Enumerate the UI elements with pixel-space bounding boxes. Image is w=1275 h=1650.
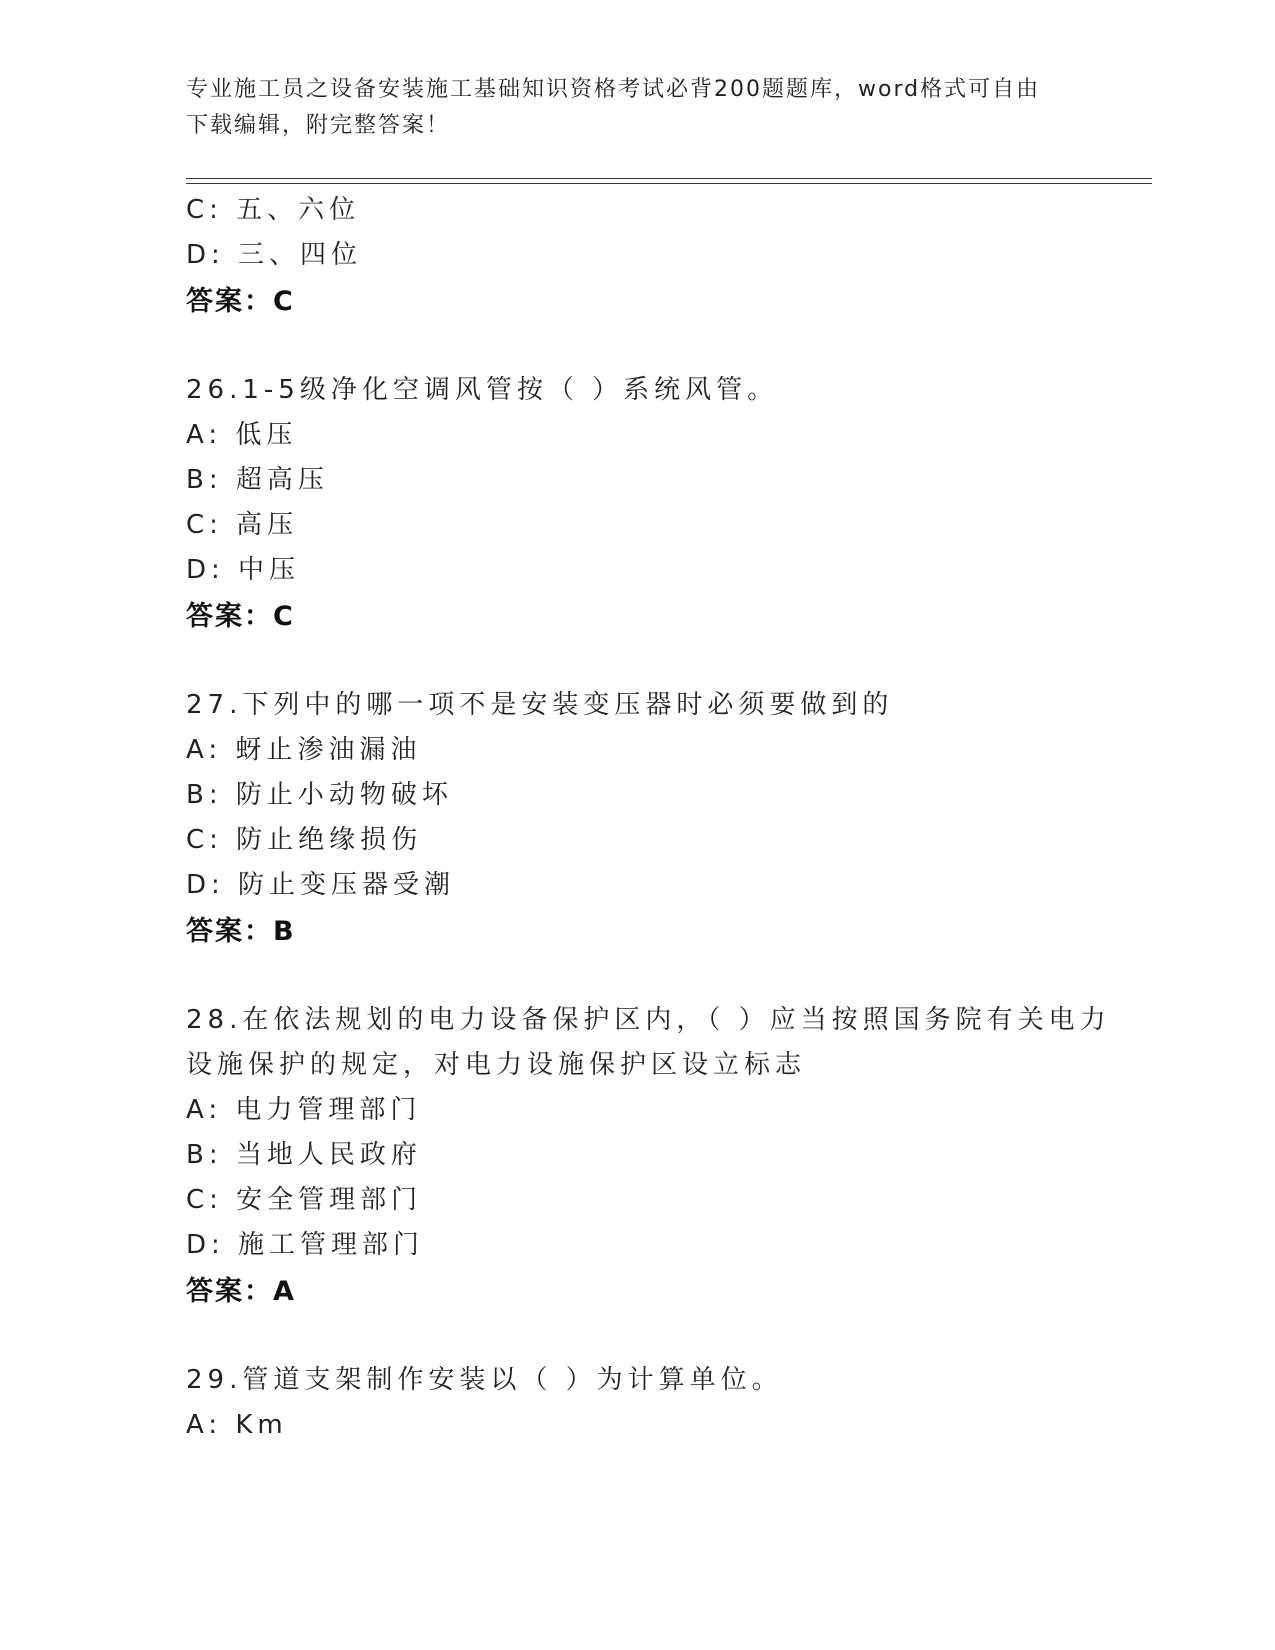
header-divider-top [186,178,1152,179]
header-divider-bottom [186,183,1152,184]
option-b: B: 防止小动物破坏 [186,780,453,810]
document-header [186,72,1086,144]
option-a: A: Km [186,1410,288,1440]
question-list [186,188,1111,1448]
option-c: C: 高压 [186,510,299,540]
option-a: A: 电力管理部门 [186,1095,422,1125]
option-a: A: 蚜止渗油漏油 [186,735,422,765]
header-line-1: 专业施工员之设备安装施工基础知识资格考试必背200题题库，word格式可自由 [186,77,1041,102]
question-25 [186,188,1086,325]
answer: 答案：C [186,286,295,317]
question-28 [186,998,1111,1315]
question-text: 26.1-5级净化空调风管按（ ）系统风管。 [186,375,779,405]
question-text-line-2: 设施保护的规定，对电力设施保护区设立标志 [186,1050,807,1080]
question-26 [186,368,1086,640]
option-c: C: 安全管理部门 [186,1185,423,1215]
option-d: D: 三、四位 [186,240,363,270]
option-d: D: 施工管理部门 [186,1230,425,1260]
spacer [186,325,1086,368]
answer: 答案：B [186,916,296,947]
question-29 [186,1358,1086,1448]
option-a: A: 低压 [186,420,298,450]
option-d: D: 中压 [186,555,301,585]
answer: 答案：C [186,601,295,632]
option-c: C: 防止绝缘损伤 [186,825,423,855]
question-27 [186,683,1086,955]
spacer [186,955,1086,998]
question-text-line-1: 28.在依法规划的电力设备保护区内，（ ）应当按照国务院有关电力 [186,1005,1111,1035]
spacer [186,640,1086,683]
option-b: B: 超高压 [186,465,329,495]
answer: 答案：A [186,1276,296,1307]
option-d: D: 防止变压器受潮 [186,870,456,900]
option-b: B: 当地人民政府 [186,1140,422,1170]
header-line-2: 下载编辑，附完整答案！ [186,113,451,138]
question-text: 29.管道支架制作安装以（ ）为计算单位。 [186,1365,783,1395]
option-c: C: 五、六位 [186,195,361,225]
question-text: 27.下列中的哪一项不是安装变压器时必须要做到的 [186,690,894,720]
spacer [186,1315,1086,1358]
